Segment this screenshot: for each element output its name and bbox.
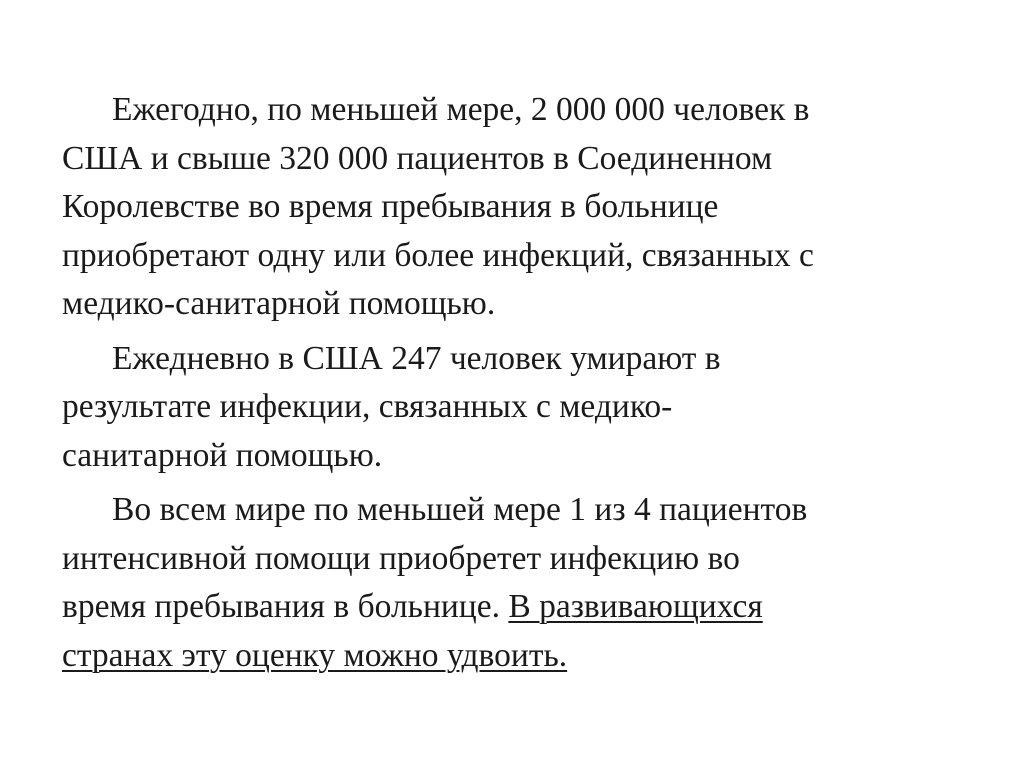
text-line: санитарной помощью. — [62, 436, 383, 474]
text-line: Королевстве во время пребывания в больнице — [62, 188, 719, 225]
paragraph-1 — [62, 86, 962, 329]
text-line: Ежедневно в США 247 человек умирают в — [112, 339, 721, 377]
paragraph-3 — [62, 486, 962, 680]
underlined-text: В развивающихся — [508, 588, 763, 625]
text-line — [12, 583, 962, 632]
paragraph-2 — [62, 335, 962, 481]
underlined-text: странах эту оценку можно удвоить. — [62, 636, 568, 674]
text-line: медико-санитарной помощью. — [62, 285, 496, 322]
text-line: интенсивной помощи приобретет инфекцию во — [62, 539, 740, 577]
text-line: США и свыше 320 000 пациентов в Соединенном — [62, 139, 773, 177]
plain-text: время пребывания в больнице. — [62, 588, 509, 625]
text-line: результате инфекции, связанных с медико- — [62, 388, 673, 425]
text-line: Во всем мире по меньшей мере 1 из 4 пациентов — [112, 491, 808, 528]
text-line: приобретают одну или более инфекций, связанных с — [62, 236, 814, 274]
text-line: Ежегодно, по меньшей мере, 2 000 000 человек в — [112, 91, 810, 128]
slide-body — [62, 86, 962, 686]
